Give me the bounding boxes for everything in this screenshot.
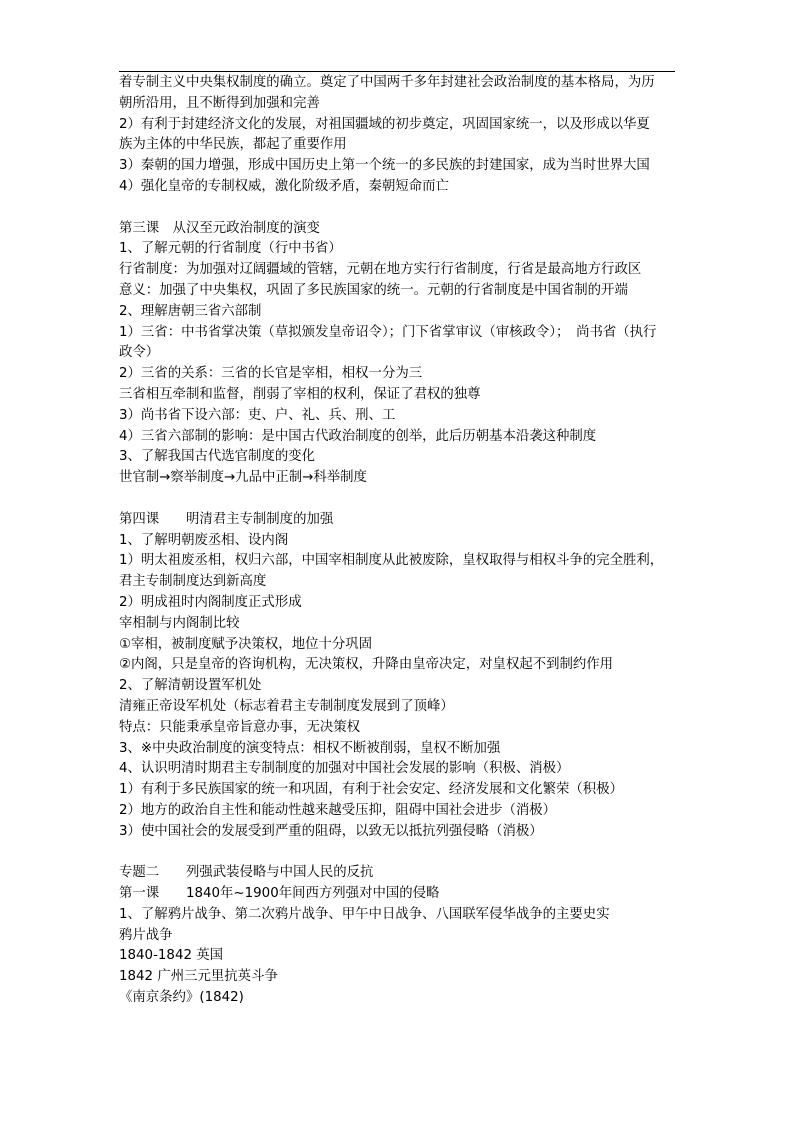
text-line: 1）三省：中书省掌决策（草拟颁发皇帝诏令）；门下省掌审议（审核政令）； 尚书省（执行 [119, 324, 657, 340]
text-line: 2）明成祖时内阁制度正式形成 [119, 594, 302, 610]
text-line: 专题二 列强武装侵略与中国人民的反抗 [119, 865, 374, 881]
text-line: 三省相互牵制和监督，削弱了宰相的权利，保证了君权的独尊 [119, 386, 481, 402]
text-line: ②内阁，只是皇帝的咨询机构，无决策权，升降由皇帝决定，对皇权起不到制约作用 [119, 657, 614, 673]
text-line: 2、了解清朝设置军机处 [119, 678, 262, 694]
text-line: 1840-1842 英国 [119, 948, 224, 964]
text-line: 3）使中国社会的发展受到严重的阻碍，以致无以抵抗列强侵略（消极） [119, 823, 543, 839]
text-line: 1、了解明朝废丞相、设内阁 [119, 532, 289, 548]
text-line: 朝所沿用，且不断得到加强和完善 [119, 95, 320, 111]
blank-line [119, 489, 679, 510]
text-line: 2、理解唐朝三省六部制 [119, 303, 262, 319]
text-line: 4）强化皇帝的专制权威，激化阶级矛盾，秦朝短命而亡 [119, 178, 449, 194]
text-line: 鸦片战争 [119, 927, 173, 943]
text-line: 着专制主义中央集权制度的确立。奠定了中国两千多年封建社会政治制度的基本格局，为历 [119, 75, 655, 90]
text-line: ①宰相，被制度赋予决策权，地位十分巩固 [119, 636, 373, 652]
blank-line [119, 198, 679, 219]
header-rule [119, 71, 675, 72]
text-line: 1、了解鸦片战争、第二次鸦片战争、甲午中日战争、八国联军侵华战争的主要史实 [119, 906, 610, 922]
blank-line [119, 842, 679, 863]
document-body [119, 73, 679, 1009]
text-line: 3、了解我国古代选官制度的变化 [119, 449, 315, 465]
text-line: 第一课 1840年~1900年间西方列强对中国的侵略 [119, 886, 440, 902]
text-line: 行省制度：为加强对辽阔疆域的管辖，元朝在地方实行行省制度，行省是最高地方行政区 [119, 262, 642, 278]
text-line: 清雍正帝设军机处（标志着君主专制制度发展到了顶峰） [119, 698, 454, 714]
text-line: 族为主体的中华民族，都起了重要作用 [119, 137, 347, 153]
text-line: 第三课 从汉至元政治制度的演变 [119, 220, 320, 236]
text-line: 3）秦朝的国力增强，形成中国历史上第一个统一的多民族的封建国家，成为当时世界大国 [119, 158, 650, 174]
text-line: 2）有利于封建经济文化的发展，对祖国疆域的初步奠定，巩固国家统一，以及形成以华夏 [119, 116, 650, 132]
text-line: 4、认识明清时期君主专制制度的加强对中国社会发展的影响（积极、消极） [119, 761, 570, 777]
text-line: 3、※中央政治制度的演变特点：相权不断被削弱，皇权不断加强 [119, 740, 501, 756]
text-line: 1842 广州三元里抗英斗争 [119, 969, 278, 985]
text-line: 第四课 明清君主专制制度的加强 [119, 511, 334, 527]
text-line: 1）有利于多民族国家的统一和巩固，有利于社会安定、经济发展和文化繁荣（积极） [119, 782, 623, 798]
text-line: 宰相制与内阁制比较 [119, 615, 240, 631]
text-line: 1）明太祖废丞相，权归六部，中国宰相制度从此被废除，皇权取得与相权斗争的完全胜利， [119, 553, 664, 569]
text-line: 2）三省的关系：三省的长官是宰相，相权一分为三 [119, 366, 423, 382]
text-line: 世官制→察举制度→九品中正制→科举制度 [119, 470, 367, 486]
text-line: 《南京条约》(1842) [119, 990, 244, 1006]
text-line: 1、了解元朝的行省制度（行中书省） [119, 241, 342, 257]
text-line: 2）地方的政治自主性和能动性越来越受压抑，阻碍中国社会进步（消极） [119, 802, 557, 818]
text-line: 君主专制制度达到新高度 [119, 574, 267, 590]
text-line: 3）尚书省下设六部：吏、户、礼、兵、刑、工 [119, 407, 396, 423]
text-line: 意义：加强了中央集权，巩固了多民族国家的统一。元朝的行省制度是中国省制的开端 [119, 282, 628, 298]
text-line: 4）三省六部制的影响：是中国古代政治制度的创举，此后历朝基本沿袭这种制度 [119, 428, 597, 444]
text-line: 特点：只能秉承皇帝旨意办事，无决策权 [119, 719, 361, 735]
text-line: 政令） [119, 345, 160, 361]
